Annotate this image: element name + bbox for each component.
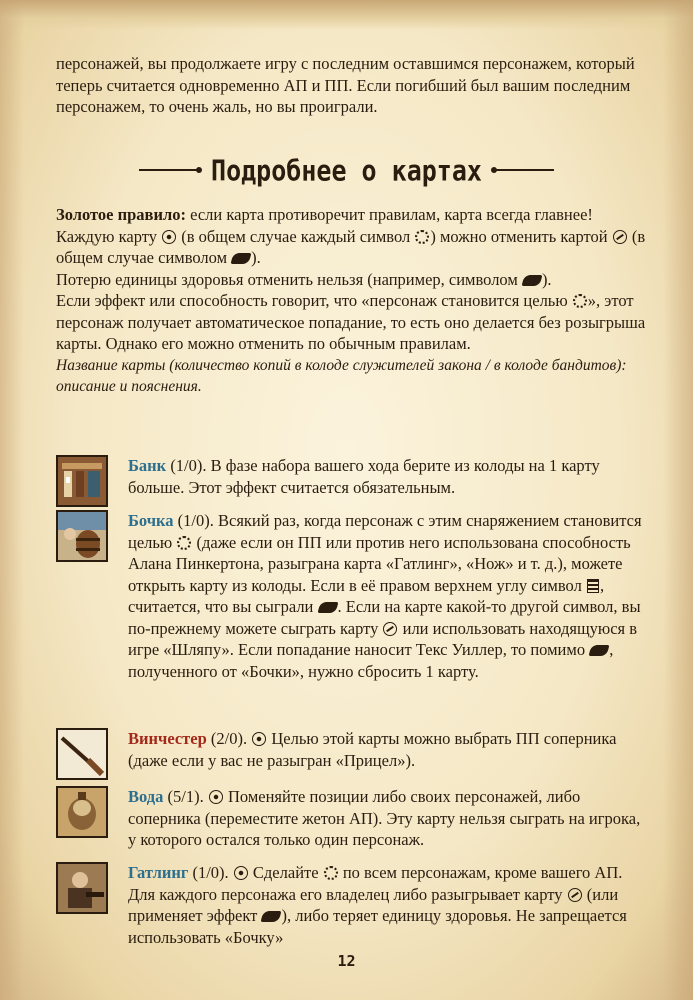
card-count-barrel: (1/0). [173,511,218,530]
card-desc-gatling-3: (или применяет эффект [128,884,619,925]
heading-rule-right [494,169,554,171]
card-count-gatling: (1/0). [188,863,233,882]
hit-symbol-icon [324,866,338,880]
heading-text: Подробнее о картах [211,153,482,187]
rule-target-a: Если эффект или способность говорит, что «персонаж становится целью [56,291,572,310]
card-name-barrel: Бочка [128,511,174,530]
hearts-symbol-icon [587,579,599,593]
card-desc-gatling-1: Сделайте [248,863,323,882]
water-card-thumbnail [56,786,108,838]
missed-symbol-icon [317,602,338,613]
card-desc-barrel-2: (даже если он ПП или против него использована способность Алана Пинкертона, разыграна карта «Гатлинг», «Нож» и т. д.), можете открыть карту из колоды. Если в её правом верхнем углу символ [128,532,631,595]
card-desc-barrel-1: Всякий раз, когда персонаж с этим снаряжением становится целью [128,511,642,552]
rules-block [56,204,646,398]
rule-health-b: ). [541,269,552,289]
card-text-winchester [128,728,648,771]
card-desc-barrel-3: , считается, что вы сыграли [128,575,605,616]
hit-symbol-icon [573,294,587,308]
hit-symbol-icon [415,230,429,244]
rule-cancel-d: (в общем случае символом [56,226,646,267]
rule-cancel-b: (в общем случае каждый символ [177,226,415,246]
rule-cancel-c: ) можно отменить картой [430,226,612,246]
missed-symbol-icon [231,253,252,264]
missed-card-icon [383,622,397,636]
card-desc-bank: В фазе набора вашего хода берите из колоды на 1 карту больше. Этот эффект считается обязательным. [128,456,600,497]
card-text-bank [128,455,648,498]
section-heading [0,150,693,190]
card-text-gatling [128,862,648,948]
missed-card-icon [613,230,627,244]
card-name-bank: Банк [128,456,167,475]
card-desc-water: Поменяйте позиции либо своих персонажей, либо соперника (переместите жетон АП). Эту карту нельзя сыграть на игрока, у которого остался только один персонаж. [128,787,641,849]
bang-card-icon [162,230,176,244]
card-count-winchester: (2/0). [206,729,252,748]
golden-rule-text: если карта противоречит правилам, карта всегда главнее! [185,205,593,224]
card-name-water: Вода [128,787,164,806]
card-desc-gatling-4: ), либо теряет единицу здоровья. Не запрещается использовать «Бочку» [128,906,627,947]
card-count-water: (5/1). [163,787,208,806]
missed-symbol-icon [589,645,610,656]
golden-rule-label: Золотое правило: [56,205,186,224]
card-desc-barrel-5: или использовать находящуюся в игре «Шляпу». Если попадание наносит Текс Уиллер, то помимо [128,618,638,659]
bank-card-thumbnail [56,455,108,507]
rule-cancel-e: ). [251,248,261,267]
card-legend: Название карты (количество копий в колоде служителей закона / в колоде бандитов): описание и пояснения. [56,356,627,395]
heading-rule-left [139,169,199,171]
rule-target-b: », этот персонаж получает автоматическое попадание, то есть оно делается без розыгрыша карты. Однако его можно отменить по обычным правилам. [56,291,646,353]
golden-rule [56,204,646,226]
intro-paragraph: персонажей, вы продолжаете игру с последним оставшимся персонажем, который теперь считается одновременно АП и ПП. Если погибший был вашим последним персонажем, то очень жаль, но вы проиграли. [56,54,635,116]
rule-health [56,269,646,291]
rule-cancel-a: Каждую карту [56,226,162,246]
bang-card-icon [252,732,266,746]
card-name-winchester: Винчестер [128,729,207,748]
card-count-bank: (1/0). [166,456,211,475]
card-text-barrel [128,510,648,682]
card-desc-barrel-6: , полученного от «Бочки», нужно сбросить 1 карту. [128,640,614,681]
card-text-water [128,786,648,851]
card-desc-barrel-4: . Если на карте какой-то другой символ, вы по-прежнему можете сыграть карту [128,597,641,638]
rule-target [56,290,646,355]
missed-card-icon [568,888,582,902]
gatling-card-thumbnail [56,862,108,914]
bang-card-icon [209,790,223,804]
card-name-gatling: Гатлинг [128,863,189,882]
page-number: 12 [337,952,356,970]
missed-symbol-icon [261,911,282,922]
barrel-card-thumbnail [56,510,108,562]
rule-health-a: Потерю единицы здоровья отменить нельзя (например, символом [56,269,522,289]
card-desc-gatling-2: по всем персонажам, кроме вашего АП. Для каждого персонажа его владелец либо разыгрывает карту [128,863,623,904]
card-desc-winchester: Целью этой карты можно выбрать ПП соперника (даже если у вас не разыгран «Прицел»). [128,729,617,770]
hit-symbol-icon [177,536,191,550]
winchester-card-thumbnail [56,728,108,780]
missed-symbol-icon [521,275,542,286]
bang-card-icon [234,866,248,880]
rule-cancel [56,226,646,269]
